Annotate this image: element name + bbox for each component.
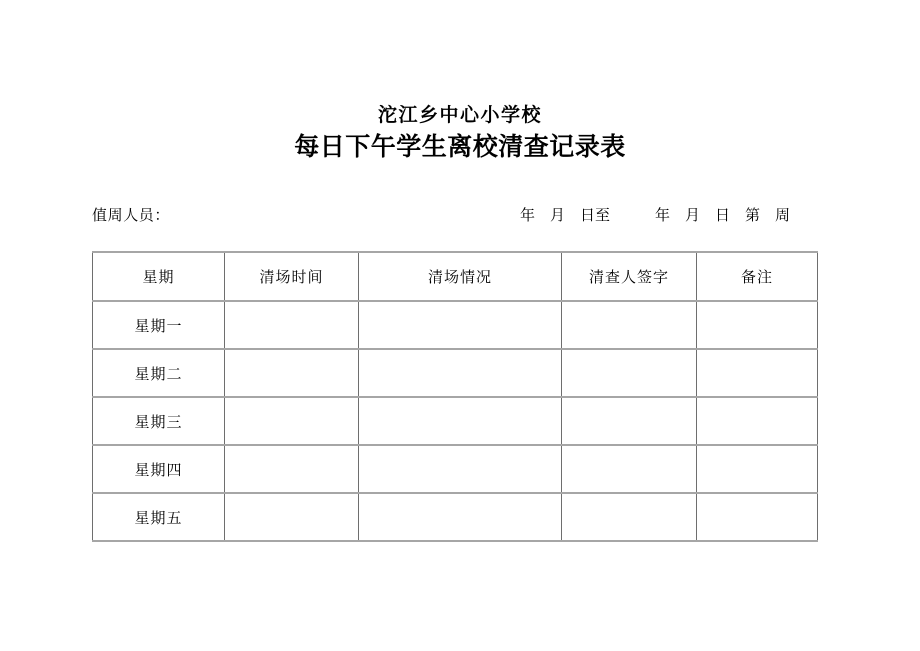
- cell-clear-situation[interactable]: [359, 493, 562, 541]
- row-label-weekday: 星期一: [93, 301, 225, 349]
- cell-clear-situation[interactable]: [359, 397, 562, 445]
- cell-clear-time[interactable]: [225, 349, 359, 397]
- school-name-title: 沱江乡中心小学校: [377, 105, 542, 126]
- cell-inspector-signature[interactable]: [562, 445, 697, 493]
- row-label-weekday: 星期二: [93, 349, 225, 397]
- table-row-monday: [93, 301, 818, 349]
- row-label-weekday: 星期五: [93, 493, 225, 541]
- table-header-row: [93, 252, 818, 301]
- cell-clear-situation[interactable]: [359, 445, 562, 493]
- checkout-record-table: [92, 251, 818, 542]
- cell-inspector-signature[interactable]: [562, 493, 697, 541]
- cell-clear-time[interactable]: [225, 301, 359, 349]
- col-header-inspector-signature: 清查人签字: [562, 252, 697, 301]
- form-title: 每日下午学生离校清查记录表: [294, 134, 626, 161]
- cell-clear-time[interactable]: [225, 445, 359, 493]
- col-header-note: 备注: [697, 252, 818, 301]
- table-row-wednesday: [93, 397, 818, 445]
- cell-note[interactable]: [697, 349, 818, 397]
- table-row-tuesday: [93, 349, 818, 397]
- checkout-record-table-wrap: [92, 251, 818, 542]
- cell-inspector-signature[interactable]: [562, 301, 697, 349]
- duty-staff-label: 值周人员：: [92, 208, 171, 224]
- cell-inspector-signature[interactable]: [562, 349, 697, 397]
- row-label-weekday: 星期四: [93, 445, 225, 493]
- cell-inspector-signature[interactable]: [562, 397, 697, 445]
- cell-note[interactable]: [697, 445, 818, 493]
- cell-note[interactable]: [697, 397, 818, 445]
- cell-clear-situation[interactable]: [359, 349, 562, 397]
- col-header-clear-situation: 清场情况: [359, 252, 562, 301]
- col-header-weekday: 星期: [93, 252, 225, 301]
- cell-clear-time[interactable]: [225, 397, 359, 445]
- cell-clear-time[interactable]: [225, 493, 359, 541]
- table-row-thursday: [93, 445, 818, 493]
- cell-clear-situation[interactable]: [359, 301, 562, 349]
- col-header-clear-time: 清场时间: [225, 252, 359, 301]
- cell-note[interactable]: [697, 493, 818, 541]
- row-label-weekday: 星期三: [93, 397, 225, 445]
- cell-note[interactable]: [697, 301, 818, 349]
- table-row-friday: [93, 493, 818, 541]
- date-range-line: 年 月 日至 年 月 日 第 周: [520, 208, 791, 224]
